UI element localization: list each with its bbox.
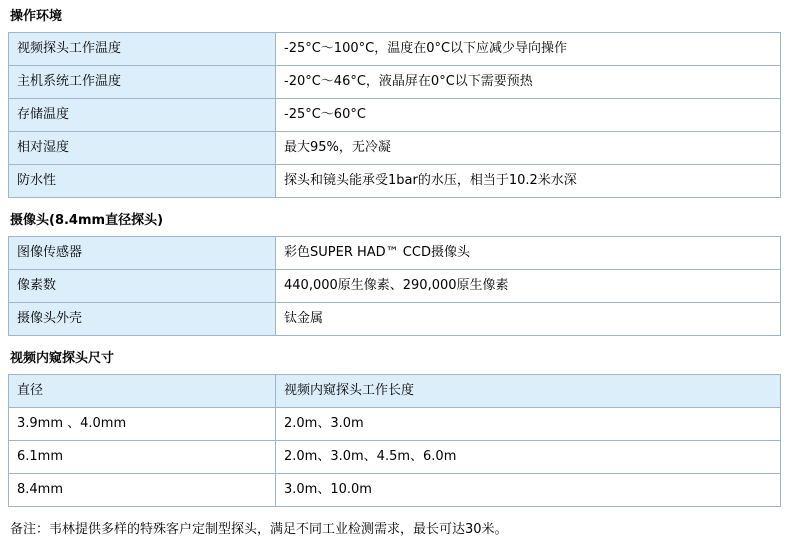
row-label: 主机系统工作温度 [9, 66, 276, 99]
row-label: 6.1mm [9, 441, 276, 474]
row-label: 3.9mm 、4.0mm [9, 408, 276, 441]
section-title-operating-environment: 操作环境 [10, 9, 63, 24]
row-value: 彩色SUPER HAD™ CCD摄像头 [276, 237, 781, 270]
column-header-diameter: 直径 [9, 375, 276, 408]
table-camera [8, 236, 781, 336]
table-row [9, 408, 781, 441]
row-value: -25°C～100°C，温度在0°C以下应减少导向操作 [276, 33, 781, 66]
row-value: 探头和镜头能承受1bar的水压，相当于10.2米水深 [276, 165, 781, 198]
table-row [9, 132, 781, 165]
table-row [9, 237, 781, 270]
section-title-camera: 摄像头(8.4mm直径探头) [10, 213, 164, 228]
section-title-probe-dimensions: 视频内窥探头尺寸 [10, 351, 115, 366]
table-probe-dimensions [8, 374, 781, 507]
table-row [9, 165, 781, 198]
row-label: 视频探头工作温度 [9, 33, 276, 66]
row-label: 摄像头外壳 [9, 303, 276, 336]
row-value: -25°C～60°C [276, 99, 781, 132]
table-row [9, 303, 781, 336]
table-row [9, 441, 781, 474]
table-row [9, 33, 781, 66]
row-label: 相对湿度 [9, 132, 276, 165]
table-operating-environment [8, 32, 781, 198]
row-label: 防水性 [9, 165, 276, 198]
row-value: 2.0m、3.0m、4.5m、6.0m [276, 441, 781, 474]
row-label: 8.4mm [9, 474, 276, 507]
row-value: -20°C～46°C，液晶屏在0°C以下需要预热 [276, 66, 781, 99]
row-value: 440,000原生像素、290,000原生像素 [276, 270, 781, 303]
row-value: 最大95%，无冷凝 [276, 132, 781, 165]
row-label: 存储温度 [9, 99, 276, 132]
column-header-working-length: 视频内窥探头工作长度 [276, 375, 781, 408]
table-header-row [9, 375, 781, 408]
table-row [9, 270, 781, 303]
row-value: 2.0m、3.0m [276, 408, 781, 441]
table-row [9, 99, 781, 132]
row-label: 图像传感器 [9, 237, 276, 270]
row-value: 钛金属 [276, 303, 781, 336]
table-row [9, 66, 781, 99]
row-value: 3.0m、10.0m [276, 474, 781, 507]
row-label: 像素数 [9, 270, 276, 303]
footnote: 备注：韦林提供多样的特殊客户定制型探头，满足不同工业检测需求，最长可达30米。 [10, 522, 508, 537]
table-row [9, 474, 781, 507]
